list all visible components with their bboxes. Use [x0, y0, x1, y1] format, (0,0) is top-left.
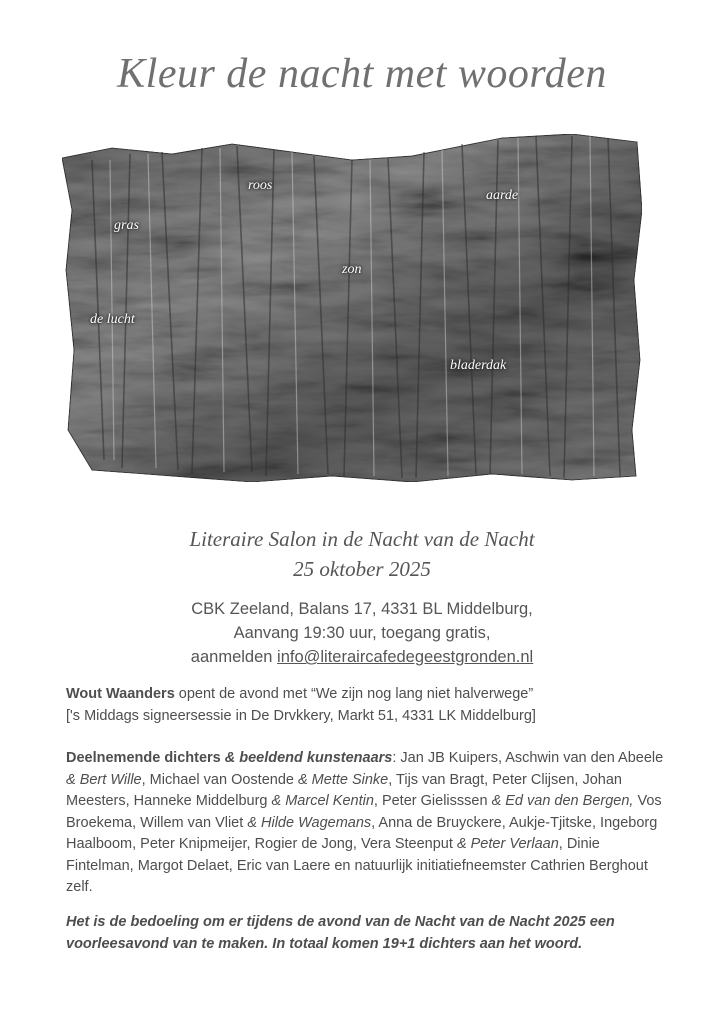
poet-names: , Anna de Bruyckere, Aukje-Tjitske, Ingeborg Haalboom, Peter Knipmeijer, Rogier de Jong, Vera Steenput — [66, 814, 658, 852]
event-subtitle: Literaire Salon in de Nacht van de Nacht — [189, 527, 535, 551]
poster-title: Kleur de nacht met woorden — [117, 51, 607, 97]
opener-name: Wout Waanders — [66, 686, 175, 702]
venue-time: Aanvang 19:30 uur, toegang gratis, — [233, 624, 491, 642]
artwork-word: aarde — [486, 188, 519, 203]
register-prefix: aanmelden — [190, 648, 278, 666]
closing-note: Het is de bedoeling om er tijdens de avond van de Nacht van de Nacht 2025 een voorleesavond van te maken. In totaal komen 19+1 dichters aan het woord. — [66, 914, 615, 952]
artwork-word: bladerdak — [450, 358, 507, 373]
poet-names: , Tijs van Bragt, Peter Clijsen, Johan Meesters, Hanneke Middelburg — [66, 771, 622, 809]
artwork-image — [52, 130, 648, 490]
opener-note: ['s Middags signeersessie in De Drvkkery, Markt 51, 4331 LK Middelburg] — [66, 707, 536, 724]
artwork-word: zon — [342, 262, 362, 277]
poet-names: Vos Broekema, Willem van Vliet — [66, 793, 662, 831]
venue-address: CBK Zeeland, Balans 17, 4331 BL Middelburg, — [191, 600, 533, 618]
participants-heading-italic: & beeldend kunstenaars — [224, 750, 393, 766]
event-date: 25 oktober 2025 — [293, 557, 431, 581]
participants-list — [66, 750, 663, 895]
artwork-word: gras — [114, 218, 139, 233]
poet-names: , Dinie Fintelman, Margot Delaet, Eric van Laere en natuurlijk initiatiefneemster Cathrien Berghout zelf. — [66, 836, 648, 895]
artist-name: & Marcel Kentin — [271, 793, 374, 809]
poet-names: , Peter Gielisssen — [373, 793, 492, 809]
artist-name: & Ed van den Bergen, — [491, 793, 634, 809]
email-link[interactable]: info@literaircafedegeestgronden.nl — [277, 648, 534, 666]
crumpled-paper-artwork — [52, 130, 648, 490]
opener-text: opent de avond met “We zijn nog lang niet halverwege” — [174, 686, 534, 702]
artwork-word: de lucht — [90, 312, 135, 327]
participants-paragraph — [66, 748, 666, 899]
artist-name: & Bert Wille — [66, 771, 142, 788]
poet-names: : Jan JB Kuipers, Aschwin van den Abeele — [392, 750, 664, 766]
artist-name: & Peter Verlaan — [456, 836, 559, 852]
opener-paragraph — [66, 684, 666, 727]
artwork-word: roos — [248, 178, 273, 193]
venue-register — [0, 646, 724, 668]
artist-name: & Hilde Wagemans — [247, 814, 372, 831]
artist-name: & Mette Sinke — [297, 771, 389, 788]
poet-names: , Michael van Oostende — [141, 771, 298, 788]
participants-heading: Deelnemende dichters — [66, 750, 225, 766]
